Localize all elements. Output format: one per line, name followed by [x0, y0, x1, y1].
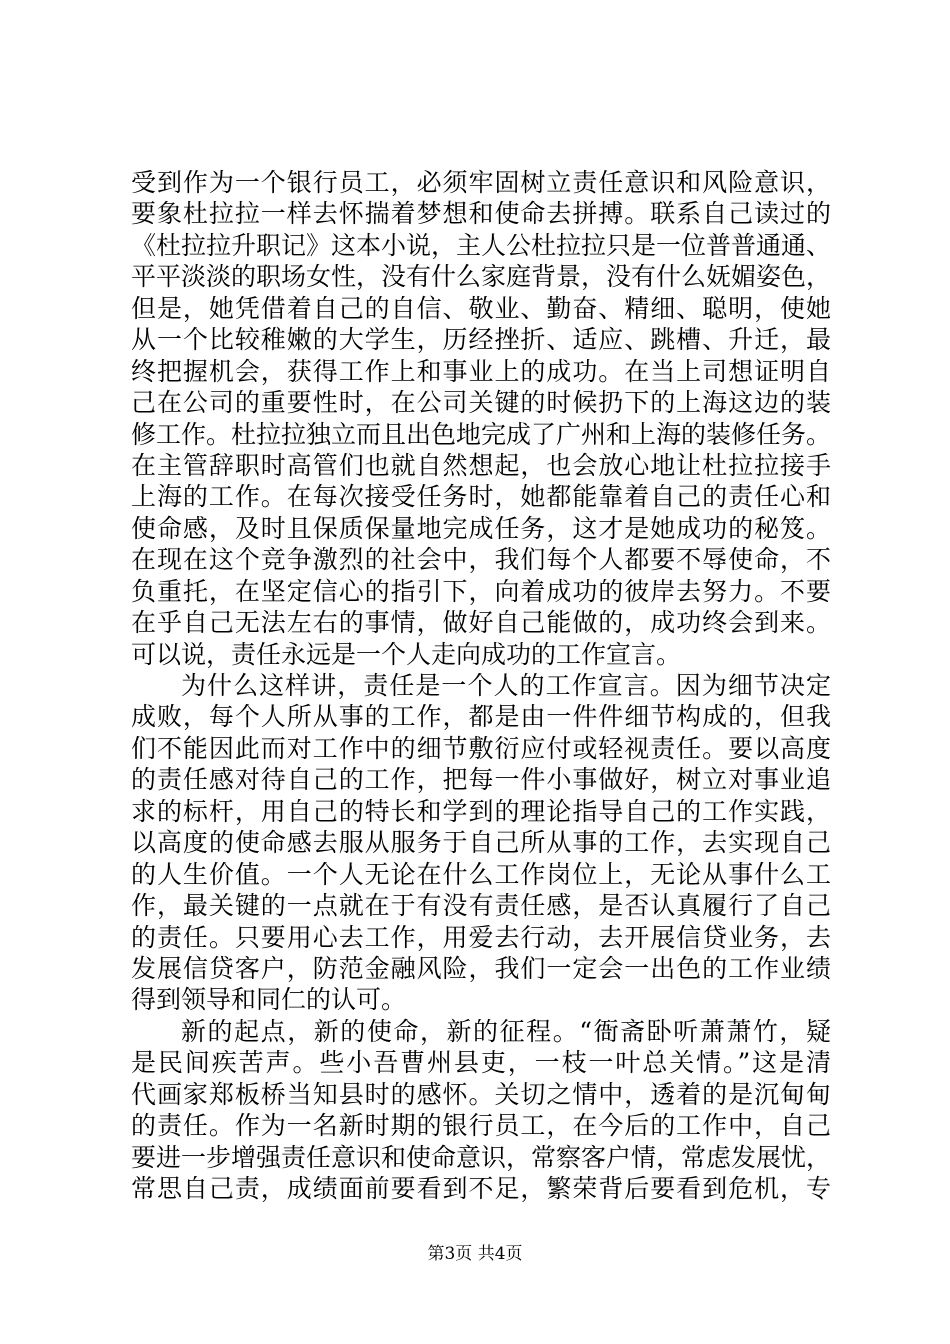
- body-text: [131, 167, 831, 1204]
- text-line: 发展信贷客户，防范金融风险，我们一定会一出色的工作业绩: [131, 953, 831, 983]
- text-line: 在乎自己无法左右的事情，做好自己能做的，成功终会到来。: [131, 608, 831, 638]
- text-line: 成败，每个人所从事的工作，都是由一件件细节构成的，但我: [131, 702, 831, 732]
- text-line: 的责任感对待自己的工作，把每一件小事做好，树立对事业追: [131, 765, 831, 795]
- text-line: 但是，她凭借着自己的自信、敬业、勤奋、精细、聪明，使她: [131, 293, 831, 323]
- text-line: 得到领导和同仁的认可。: [131, 985, 407, 1015]
- text-line: 要象杜拉拉一样去怀揣着梦想和使命去拼搏。联系自己读过的: [131, 199, 831, 229]
- text-line: 的人生价值。一个人无论在什么工作岗位上，无论从事什么工: [131, 859, 831, 889]
- text-line: 上海的工作。在每次接受任务时，她都能靠着自己的责任心和: [131, 482, 831, 512]
- text-line: 在现在这个竞争激烈的社会中，我们每个人都要不辱使命，不: [131, 545, 831, 575]
- text-line: 可以说，责任永远是一个人走向成功的工作宣言。: [131, 639, 682, 669]
- text-line: 作，最关键的一点就在于有没有责任感，是否认真履行了自己: [131, 891, 831, 921]
- text-line: 要进一步增强责任意识和使命意识，常察客户情，常虑发展忧，: [131, 1142, 832, 1172]
- text-line: 修工作。杜拉拉独立而且出色地完成了广州和上海的装修任务。: [131, 419, 832, 449]
- text-line: 是民间疾苦声。些小吾曹州县吏，一枝一叶总关情。”这是清: [131, 1048, 831, 1078]
- text-line: 为什么这样讲，责任是一个人的工作宣言。因为细节决定: [181, 671, 831, 700]
- text-line: 新的起点，新的使命，新的征程。“衙斋卧听萧萧竹，疑: [181, 1016, 831, 1046]
- text-line: 代画家郑板桥当知县时的感怀。关切之情中，透着的是沉甸甸: [131, 1079, 831, 1109]
- text-line: 在主管辞职时高管们也就自然想起，也会放心地让杜拉拉接手: [131, 450, 831, 480]
- text-line: 负重托，在坚定信心的指引下，向着成功的彼岸去努力。不要: [131, 576, 831, 606]
- text-line: 以高度的使命感去服从服务于自己所从事的工作，去实现自己: [131, 828, 831, 858]
- text-line: 受到作为一个银行员工，必须牢固树立责任意识和风险意识，: [131, 168, 831, 197]
- text-line: 《杜拉拉升职记》这本小说，主人公杜拉拉只是一位普普通通、: [131, 230, 832, 260]
- text-line: 己在公司的重要性时，在公司关键的时候扔下的上海这边的装: [131, 388, 831, 418]
- text-line: 的责任。只要用心去工作，用爱去行动，去开展信贷业务，去: [131, 922, 831, 952]
- text-line: 们不能因此而对工作中的细节敷衍应付或轻视责任。要以高度: [131, 733, 831, 763]
- text-line: 终把握机会，获得工作上和事业上的成功。在当上司想证明自: [131, 356, 831, 386]
- text-line: 平平淡淡的职场女性，没有什么家庭背景，没有什么妩媚姿色，: [131, 262, 832, 292]
- text-line: 从一个比较稚嫩的大学生，历经挫折、适应、跳槽、升迁，最: [131, 325, 831, 355]
- page-footer: 第3页 共4页: [427, 1244, 523, 1264]
- text-line: 使命感，及时且保质保量地完成任务，这才是她成功的秘笈。: [131, 513, 831, 543]
- text-line: 常思自己责，成绩面前要看到不足，繁荣背后要看到危机，专: [131, 1174, 831, 1203]
- text-line: 求的标杆，用自己的特长和学到的理论指导自己的工作实践，: [131, 796, 831, 826]
- text-line: 的责任。作为一名新时期的银行员工，在今后的工作中，自己: [131, 1111, 831, 1141]
